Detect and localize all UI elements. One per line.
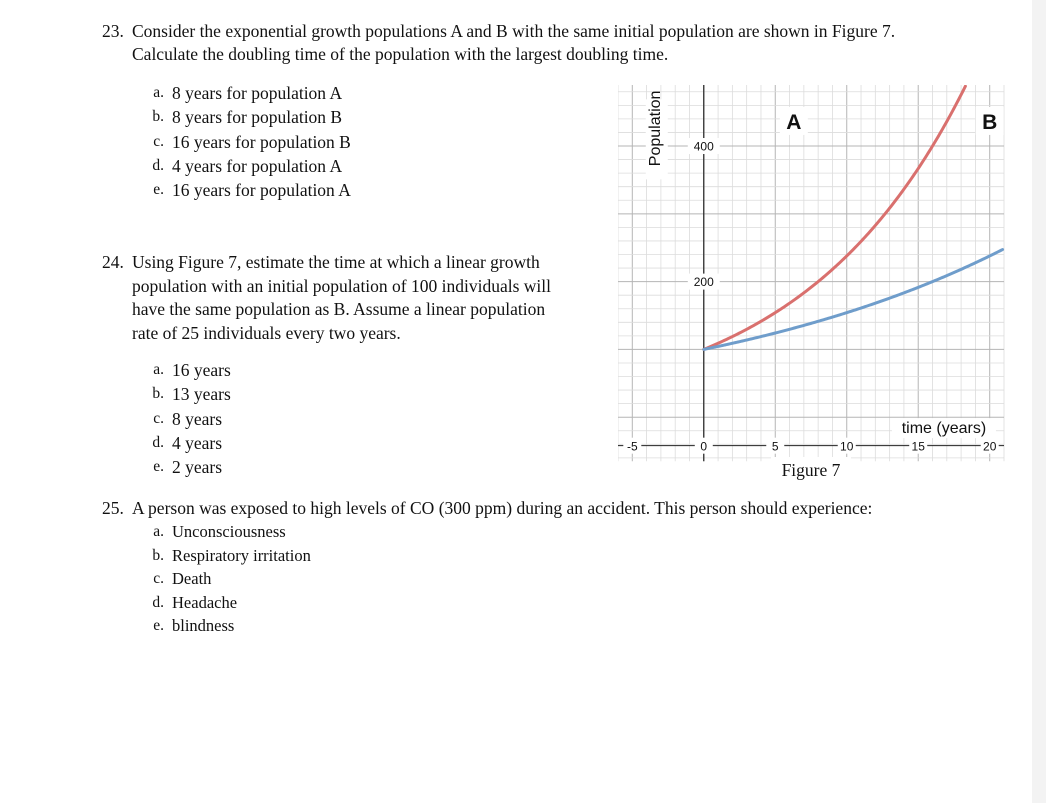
question-25-number: 25. xyxy=(102,498,124,518)
question-23 xyxy=(102,20,1022,66)
question-24-line-1: 24. Using Figure 7, estimate the time at which a linear growth xyxy=(102,251,602,275)
question-25-line-1: 25. A person was exposed to high levels of CO (300 ppm) during an accident. This person should experience: xyxy=(102,498,873,518)
chart-grid xyxy=(618,85,1004,461)
x-tick-label: 15 xyxy=(911,439,925,454)
answer-option[interactable]: c. 8 years xyxy=(153,408,223,429)
x-tick-label: 5 xyxy=(771,439,779,454)
answer-option[interactable]: d. 4 years xyxy=(152,432,223,453)
series-label-b: B xyxy=(982,110,998,134)
question-23-number: 23. xyxy=(102,21,124,41)
answer-option[interactable]: b. Respiratory irritation xyxy=(152,545,311,565)
series-line-b xyxy=(704,250,1003,350)
question-24-number: 24. xyxy=(102,252,124,272)
answer-option[interactable]: d. Headache xyxy=(152,592,238,612)
question-23-line-1: 23. Consider the exponential growth populations A and B with the same initial population are shown in Figure 7. xyxy=(102,21,896,41)
x-tick-label: 0 xyxy=(700,439,708,454)
answer-option[interactable]: a. 16 years xyxy=(153,360,231,380)
x-tick-label: 20 xyxy=(983,439,997,454)
y-tick-label: 400 xyxy=(693,139,714,154)
chart-series xyxy=(704,86,1003,349)
x-tick-label: 10 xyxy=(840,439,854,454)
answer-option[interactable]: b. 8 years for population B xyxy=(152,107,343,128)
question-24-options xyxy=(140,358,231,479)
series-label-a: A xyxy=(786,110,802,134)
figure-7-chart xyxy=(618,85,1008,485)
question-24-line-2: population with an initial population of 100 individuals will xyxy=(132,275,551,296)
x-tick-label: -5 xyxy=(626,439,638,454)
figure-caption: Figure 7 xyxy=(781,460,841,480)
question-25-options xyxy=(140,520,311,638)
question-23-line-2: Calculate the doubling time of the population with the largest doubling time. xyxy=(132,44,669,64)
answer-option[interactable]: a. Unconsciousness xyxy=(153,522,286,541)
question-24-line-3: have the same population as B. Assume a linear population xyxy=(132,299,546,319)
answer-option[interactable]: b. 13 years xyxy=(152,384,231,405)
chart-ticks xyxy=(623,138,998,454)
question-24 xyxy=(102,251,602,345)
answer-option[interactable]: e. 2 years xyxy=(153,457,223,478)
chart-axes xyxy=(618,85,1004,461)
x-axis-label: time (years) xyxy=(901,420,987,438)
answer-option[interactable]: e. blindness xyxy=(153,616,235,635)
answer-option[interactable]: a. 8 years for population A xyxy=(153,83,343,103)
series-line-a xyxy=(704,86,966,349)
question-23-options xyxy=(140,81,351,202)
answer-option[interactable]: d. 4 years for population A xyxy=(152,155,343,176)
question-24-line-4: rate of 25 individuals every two years. xyxy=(132,322,401,343)
scrollbar-track[interactable] xyxy=(1032,0,1046,803)
y-tick-label: 200 xyxy=(693,275,714,290)
answer-option[interactable]: c. 16 years for population B xyxy=(153,131,351,152)
question-25 xyxy=(102,497,1002,520)
answer-option[interactable]: c. Death xyxy=(153,569,212,588)
answer-option[interactable]: e. 16 years for population A xyxy=(153,180,351,201)
y-axis-label: Population xyxy=(646,90,664,167)
